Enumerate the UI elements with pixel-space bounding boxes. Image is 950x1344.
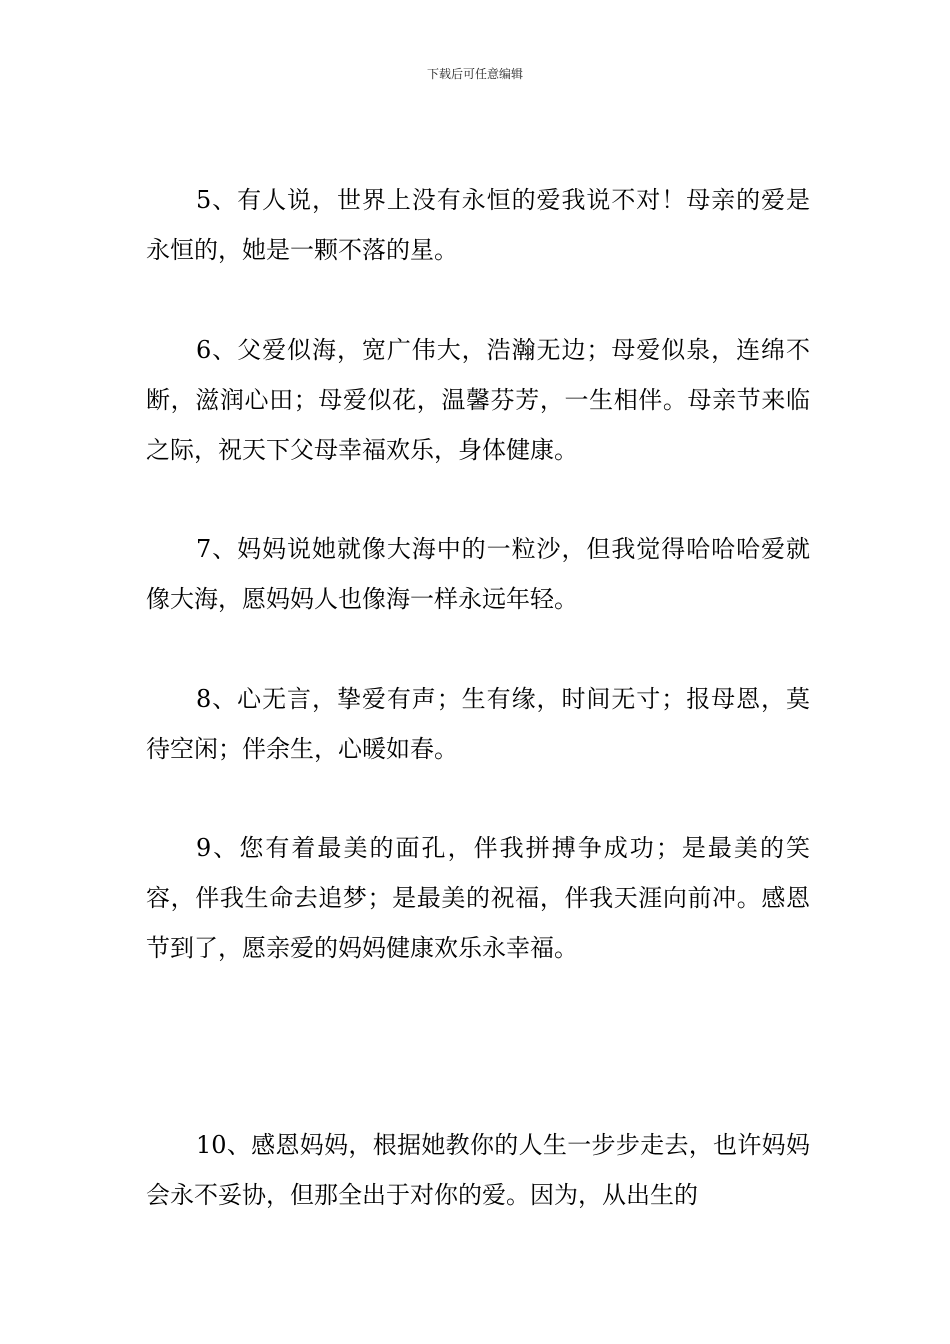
paragraph-7: 7、妈妈说她就像大海中的一粒沙，但我觉得哈哈哈爱就像大海，愿妈妈人也像海一样永远年轻。 — [146, 535, 810, 613]
page-header: 下载后可任意编辑 — [426, 67, 523, 81]
paragraph-6: 6、父爱似海，宽广伟大，浩瀚无边；母爱似泉，连绵不断，滋润心田；母爱似花，温馨芬芳，一生相伴。母亲节来临之际，祝天下父母幸福欢乐，身体健康。 — [146, 336, 810, 464]
paragraph-10: 10、感恩妈妈，根据她教你的人生一步步走去，也许妈妈会永不妥协，但那全出于对你的爱。因为，从出生的 — [146, 1131, 810, 1209]
paragraph-8: 8、心无言，挚爱有声；生有缘，时间无寸；报母恩，莫待空闲；伴余生，心暖如春。 — [146, 685, 810, 763]
paragraph-9: 9、您有着最美的面孔，伴我拼搏争成功；是最美的笑容，伴我生命去追梦；是最美的祝福，伴我天涯向前冲。感恩节到了，愿亲爱的妈妈健康欢乐永幸福。 — [146, 834, 810, 962]
paragraph-5: 5、有人说，世界上没有永恒的爱我说不对！母亲的爱是永恒的，她是一颗不落的星。 — [146, 186, 810, 264]
